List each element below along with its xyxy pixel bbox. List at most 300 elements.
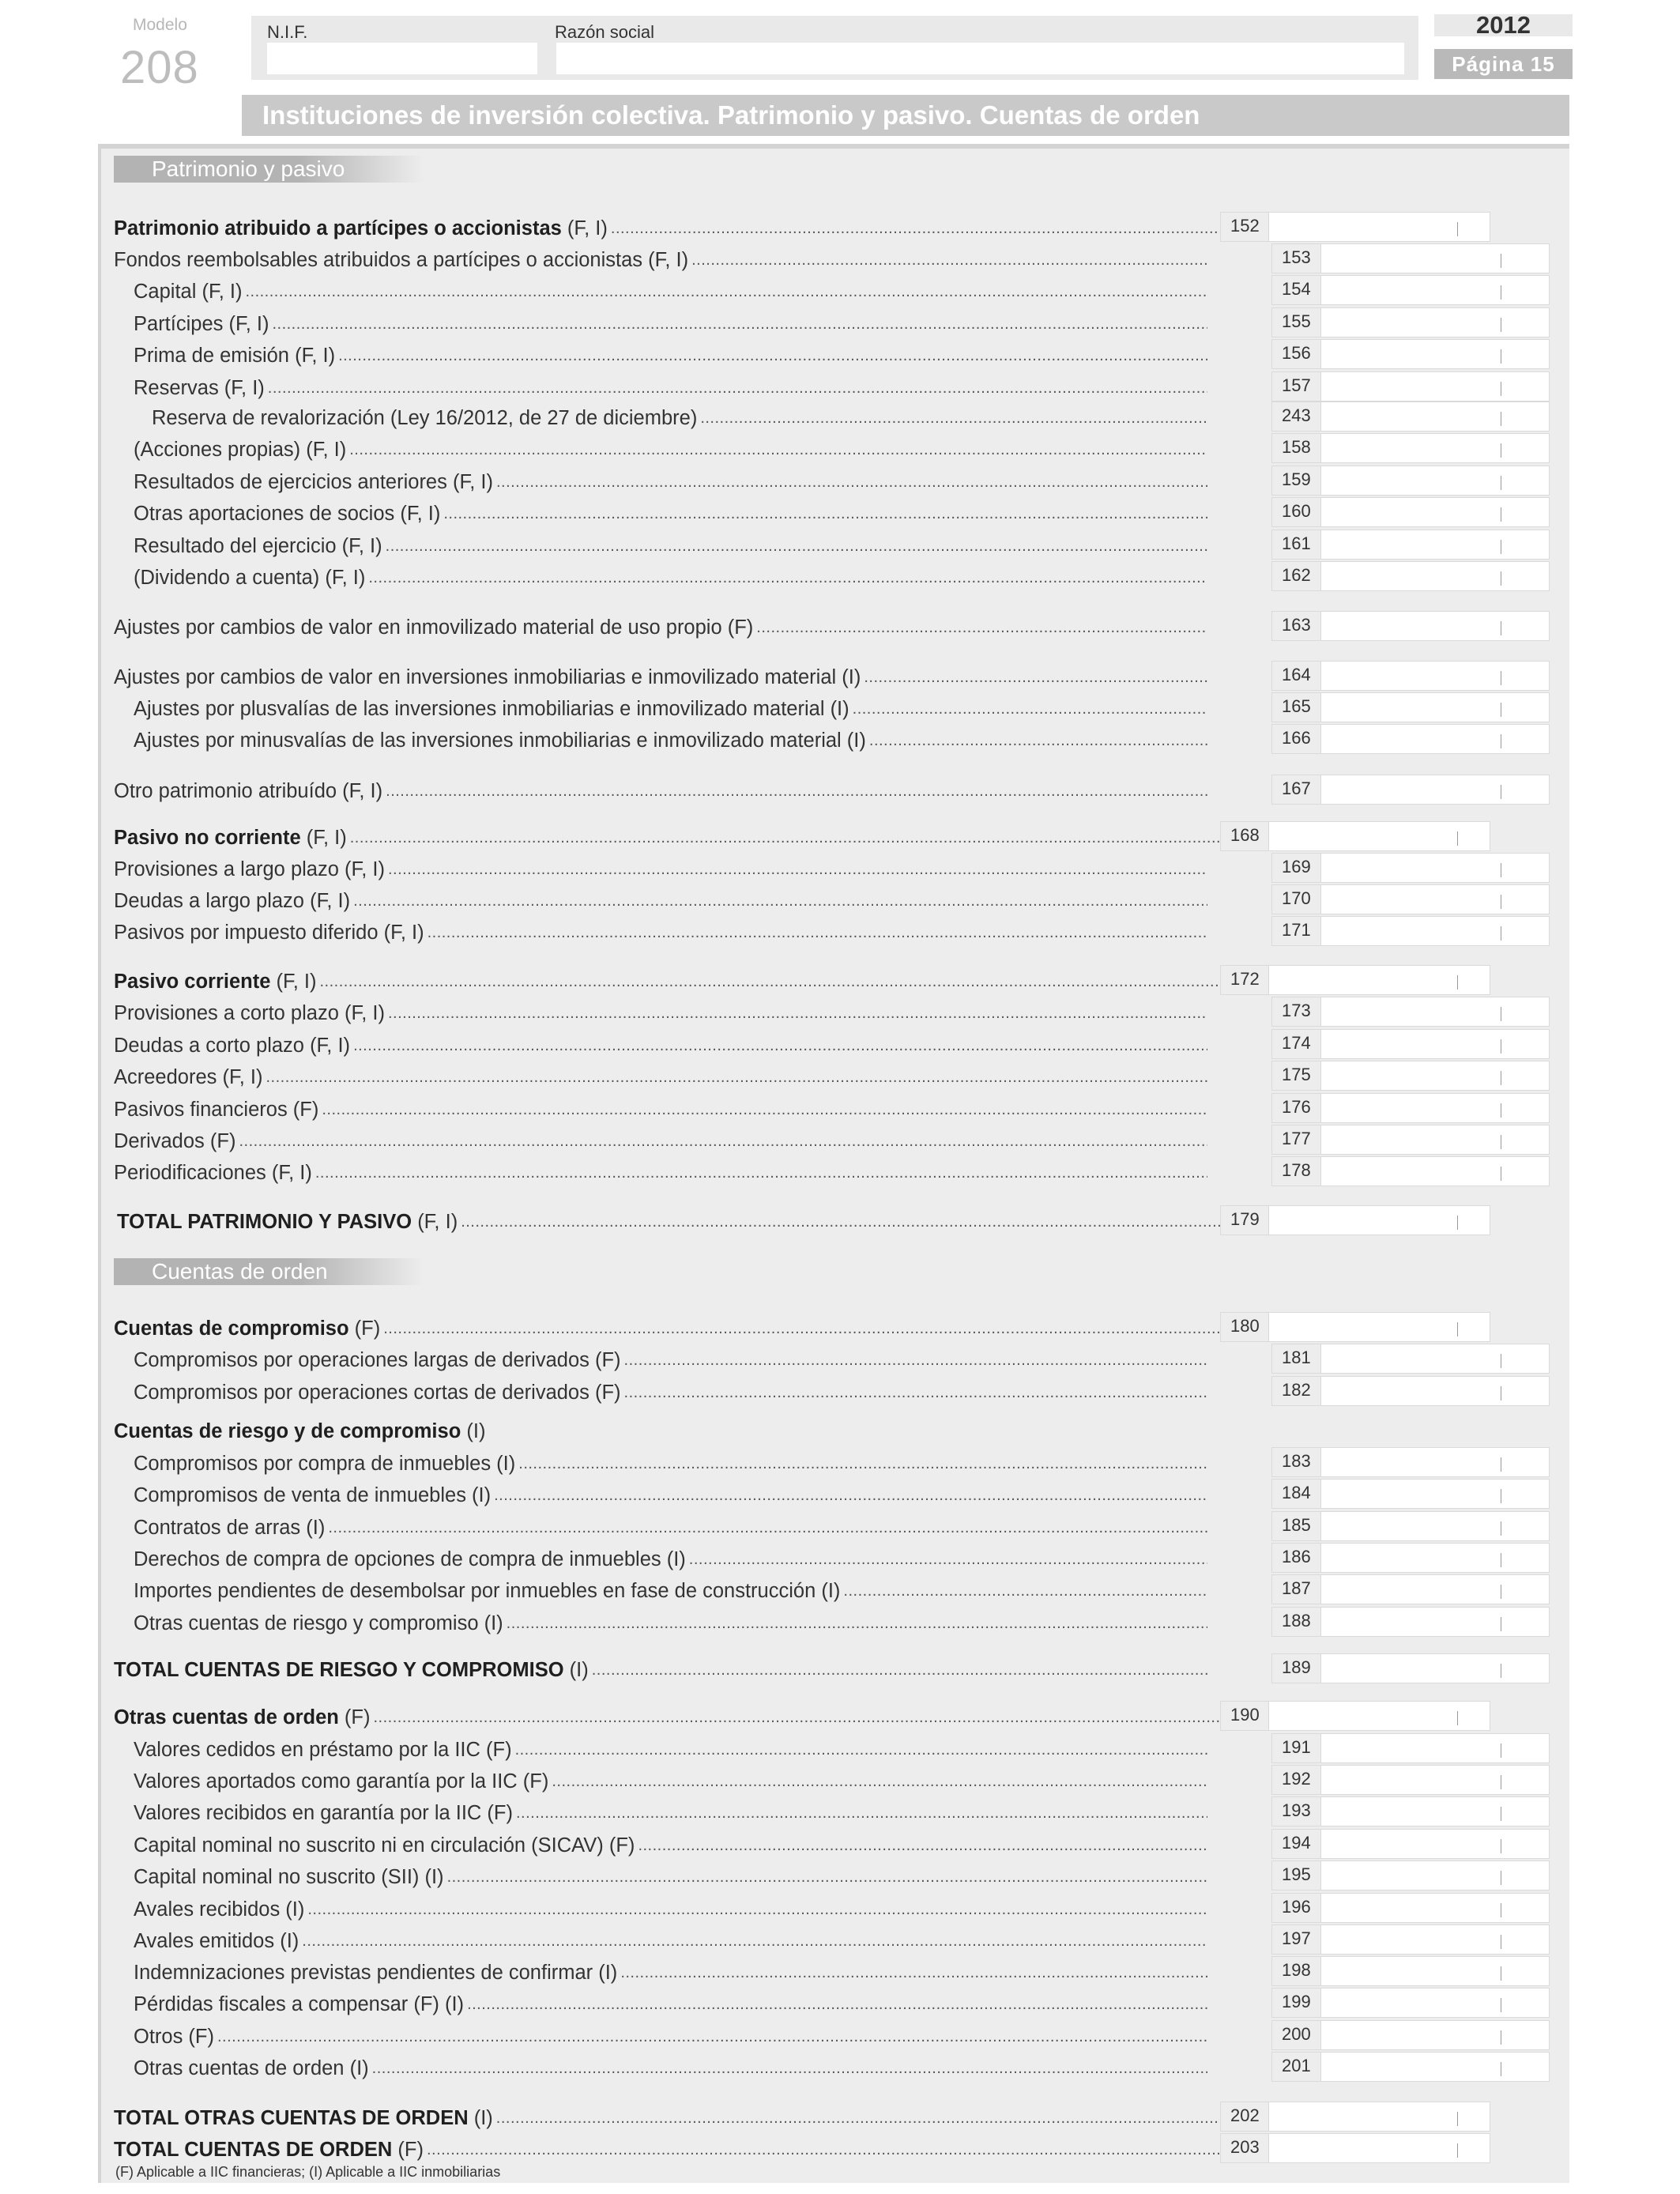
amount-input[interactable] [1269, 822, 1490, 850]
box-code: 153 [1272, 244, 1321, 273]
row-label-text: Pasivos por impuesto diferido (F, I) [114, 922, 424, 944]
row-label-text: Otras cuentas de riesgo y compromiso (I) [134, 1612, 503, 1634]
amount-input[interactable] [1321, 997, 1549, 1026]
row-label [114, 1547, 686, 1571]
row-label-text: (I) [468, 2107, 493, 2129]
form-row [114, 611, 1207, 639]
dot-leader [322, 1098, 1207, 1122]
row-label-text: Periodificaciones (F, I) [114, 1162, 312, 1184]
row-label-bold: Pasivo no corriente [114, 827, 301, 849]
box-code: 174 [1272, 1030, 1321, 1058]
amount-input[interactable] [1321, 854, 1549, 882]
amount-input[interactable] [1321, 562, 1549, 590]
amount-input[interactable] [1321, 1861, 1549, 1890]
amount-input[interactable] [1321, 434, 1549, 462]
razon-social-field[interactable] [556, 43, 1404, 74]
amount-box-177 [1271, 1125, 1550, 1155]
box-code: 189 [1272, 1654, 1321, 1683]
amount-box-194 [1271, 1829, 1550, 1859]
amount-box-172 [1220, 965, 1490, 995]
row-label-text: Ajustes por plusvalías de las inversiones inmobiliarias e inmovilizado material (I) [134, 698, 849, 720]
amount-input[interactable] [1321, 1830, 1549, 1858]
form-row [114, 243, 1207, 272]
row-label-text: Avales emitidos (I) [134, 1930, 299, 1952]
amount-box-187 [1271, 1574, 1550, 1604]
form-row [114, 2102, 1250, 2130]
dot-leader [307, 1898, 1207, 1921]
form-row [114, 1653, 1207, 1682]
dot-leader [518, 1452, 1207, 1476]
box-code: 202 [1221, 2102, 1269, 2131]
dot-leader [638, 1834, 1207, 1857]
amount-box-153 [1271, 243, 1550, 273]
amount-input[interactable] [1321, 466, 1549, 495]
amount-box-198 [1271, 1956, 1550, 1986]
amount-input[interactable] [1269, 213, 1490, 241]
amount-input[interactable] [1321, 1448, 1549, 1476]
row-label-text: Indemnizaciones previstas pendientes de confirmar (I) [134, 1962, 618, 1984]
row-label-text: (I) [461, 1420, 486, 1442]
box-code: 190 [1221, 1702, 1269, 1730]
box-code: 172 [1221, 966, 1269, 994]
amount-input[interactable] [1321, 2053, 1549, 2081]
dot-leader [353, 1034, 1207, 1057]
box-code: 173 [1272, 997, 1321, 1026]
amount-input[interactable] [1321, 1989, 1549, 2017]
form-row [114, 1607, 1207, 1635]
row-label-text: Resultado del ejercicio (F, I) [134, 535, 382, 557]
amount-input[interactable] [1269, 1313, 1490, 1341]
form-row [114, 916, 1207, 944]
amount-input[interactable] [1269, 2134, 1490, 2162]
form-row [114, 371, 1207, 400]
dot-leader [467, 1992, 1207, 2016]
row-label-text: Deudas a largo plazo (F, I) [114, 890, 351, 912]
row-label [114, 665, 861, 689]
amount-input[interactable] [1321, 1125, 1549, 1154]
amount-input[interactable] [1321, 244, 1549, 273]
form-row [114, 530, 1207, 558]
amount-box-159 [1271, 466, 1550, 496]
row-label-text: Pérdidas fiscales a compensar (F) (I) [134, 1993, 465, 2015]
form-row [114, 724, 1207, 752]
form-row [114, 884, 1207, 913]
amount-box-200 [1271, 2020, 1550, 2050]
box-code: 159 [1272, 466, 1321, 495]
form-row [114, 853, 1207, 881]
amount-box-160 [1271, 497, 1550, 527]
amount-box-202 [1220, 2102, 1490, 2132]
row-label [114, 1065, 262, 1089]
amount-input[interactable] [1321, 693, 1549, 722]
dot-leader [353, 889, 1207, 913]
row-label [114, 406, 697, 430]
row-label-text: (F, I) [412, 1211, 458, 1233]
amount-input[interactable] [1269, 966, 1490, 994]
row-label [114, 312, 269, 336]
row-label [114, 2056, 369, 2080]
row-label-text: Derivados (F) [114, 1130, 236, 1152]
dot-leader [268, 376, 1207, 400]
row-label [114, 729, 866, 752]
box-code: 160 [1272, 498, 1321, 526]
box-code: 195 [1272, 1861, 1321, 1890]
amount-input[interactable] [1321, 725, 1549, 753]
dot-leader [349, 438, 1207, 462]
amount-input[interactable] [1321, 1894, 1549, 1922]
dot-leader [315, 1161, 1207, 1185]
form-row [114, 1860, 1207, 1889]
amount-box-161 [1271, 530, 1550, 560]
amount-input[interactable] [1321, 276, 1549, 304]
row-label [114, 280, 242, 303]
dot-leader [869, 729, 1207, 752]
dot-leader [515, 1738, 1207, 1762]
amount-input[interactable] [1321, 1734, 1549, 1762]
row-label-text: (F) [392, 2139, 424, 2161]
row-label [114, 921, 424, 944]
row-label [114, 1516, 325, 1540]
dot-leader [496, 470, 1207, 494]
box-code: 169 [1272, 854, 1321, 882]
amount-box-156 [1271, 339, 1550, 369]
dot-leader [853, 697, 1207, 721]
amount-box-179 [1220, 1205, 1490, 1235]
amount-box-182 [1271, 1376, 1550, 1406]
amount-box-189 [1271, 1653, 1550, 1683]
nif-field[interactable] [267, 43, 537, 74]
footnote: (F) Aplicable a IIC financieras; (I) Aplicable a IIC inmobiliarias [115, 2164, 501, 2180]
box-code: 171 [1272, 917, 1321, 945]
row-label-text: Partícipes (F, I) [134, 313, 269, 335]
box-code: 243 [1272, 402, 1321, 431]
amount-input[interactable] [1321, 1094, 1549, 1122]
row-label-text: (F, I) [561, 217, 608, 239]
row-label [114, 1770, 548, 1793]
form-row [114, 1061, 1207, 1089]
amount-box-162 [1271, 561, 1550, 591]
row-label [114, 1034, 350, 1057]
amount-box-183 [1271, 1447, 1550, 1477]
box-code: 177 [1272, 1125, 1321, 1154]
box-code: 185 [1272, 1512, 1321, 1540]
amount-input[interactable] [1321, 2021, 1549, 2049]
box-code: 192 [1272, 1766, 1321, 1794]
dot-leader [620, 1961, 1207, 1985]
amount-box-184 [1271, 1479, 1550, 1509]
header-fields [251, 16, 1418, 80]
form-row [114, 1733, 1207, 1762]
row-label [114, 697, 849, 721]
form-row [114, 692, 1207, 721]
dot-leader [447, 1865, 1207, 1889]
form-row [114, 2133, 1250, 2162]
amount-input[interactable] [1321, 1654, 1549, 1683]
row-label-text: Valores cedidos en préstamo por la IIC (F) [134, 1739, 512, 1761]
modelo-number: 208 [120, 42, 199, 93]
dot-leader [496, 2106, 1250, 2130]
dot-leader [383, 1317, 1250, 1340]
row-label [114, 217, 608, 240]
row-label [114, 1001, 385, 1025]
box-code: 194 [1272, 1830, 1321, 1858]
row-label [114, 1834, 635, 1857]
box-code: 152 [1221, 213, 1269, 241]
form-row [114, 1029, 1207, 1057]
box-code: 181 [1272, 1344, 1321, 1373]
amount-input[interactable] [1321, 917, 1549, 945]
amount-box-158 [1271, 433, 1550, 463]
box-code: 155 [1272, 308, 1321, 337]
form-row [114, 1376, 1207, 1404]
dot-leader [691, 248, 1207, 272]
amount-box-165 [1271, 692, 1550, 722]
row-label [114, 970, 317, 993]
amount-input[interactable] [1321, 402, 1549, 431]
dot-leader [443, 502, 1207, 526]
amount-input[interactable] [1321, 1957, 1549, 1985]
row-label [114, 616, 753, 639]
dot-leader [386, 779, 1207, 803]
nif-label: N.I.F. [267, 22, 308, 42]
amount-input[interactable] [1321, 1766, 1549, 1794]
row-label-text: Capital nominal no suscrito ni en circulación (SICAV) (F) [134, 1834, 635, 1857]
dot-leader [864, 665, 1207, 689]
amount-box-163 [1271, 611, 1550, 641]
dot-leader [272, 312, 1207, 336]
amount-box-164 [1271, 661, 1550, 691]
form-row [114, 1447, 1207, 1476]
amount-input[interactable] [1321, 372, 1549, 401]
amount-input[interactable] [1321, 1344, 1549, 1373]
form-row [114, 1312, 1250, 1340]
form-row [114, 1344, 1207, 1372]
row-label-text: Compromisos de venta de inmuebles (I) [134, 1484, 492, 1506]
row-label-text: Capital (F, I) [134, 281, 243, 303]
amount-input[interactable] [1321, 1061, 1549, 1090]
page-title: Instituciones de inversión colectiva. Patrimonio y pasivo. Cuentas de orden [242, 95, 1569, 136]
amount-box-167 [1271, 775, 1550, 805]
razon-social-label: Razón social [555, 22, 654, 42]
row-label [114, 438, 346, 462]
dot-leader [624, 1348, 1207, 1372]
row-label-text: Provisiones a largo plazo (F, I) [114, 858, 385, 880]
amount-box-166 [1271, 724, 1550, 754]
dot-leader [592, 1658, 1207, 1682]
dot-leader [350, 826, 1250, 850]
amount-input[interactable] [1269, 1702, 1490, 1730]
row-label-text: Deudas a corto plazo (F, I) [114, 1035, 351, 1057]
amount-box-180 [1220, 1312, 1490, 1342]
row-label [114, 889, 350, 913]
row-label-text: Contratos de arras (I) [134, 1517, 326, 1539]
box-code: 182 [1272, 1377, 1321, 1405]
row-label [114, 858, 385, 881]
amount-box-152 [1220, 212, 1490, 242]
form-row [114, 821, 1250, 850]
row-label-bold: TOTAL CUENTAS DE RIESGO Y COMPROMISO [114, 1659, 564, 1681]
row-label [114, 779, 382, 803]
box-code: 180 [1221, 1313, 1269, 1341]
row-label-text: Acreedores (F, I) [114, 1066, 263, 1088]
row-label-text: Valores recibidos en garantía por la IIC (F) [134, 1802, 513, 1824]
row-label-text: (I) [563, 1659, 589, 1681]
form-row [114, 1956, 1207, 1985]
amount-input[interactable] [1321, 612, 1549, 640]
form-row [114, 1543, 1207, 1571]
form-row [114, 1701, 1250, 1729]
amount-input[interactable] [1321, 1797, 1549, 1826]
row-label [114, 566, 365, 590]
row-label-text: Importes pendientes de desembolsar por inmuebles en fase de construcción (I) [134, 1580, 841, 1602]
dot-leader [507, 1612, 1207, 1635]
row-label [114, 248, 688, 272]
box-code: 175 [1272, 1061, 1321, 1090]
year: 2012 [1434, 14, 1573, 36]
amount-input[interactable] [1321, 1480, 1549, 1508]
form-row [114, 2052, 1207, 2080]
amount-box-203 [1220, 2133, 1490, 2163]
form-row [114, 1156, 1207, 1185]
box-code: 201 [1272, 2053, 1321, 2081]
box-code: 164 [1272, 662, 1321, 690]
dot-leader [843, 1579, 1207, 1603]
row-label-text: Otras cuentas de orden (I) [134, 2057, 369, 2079]
form-row [114, 1511, 1207, 1540]
row-label-text: Ajustes por cambios de valor en inmovilizado material de uso propio (F) [114, 616, 754, 639]
amount-input[interactable] [1321, 885, 1549, 914]
row-label-text: (F, I) [270, 971, 317, 993]
row-label-text: Prima de emisión (F, I) [134, 345, 336, 367]
row-label-text: Fondos reembolsables atribuidos a partícipes o accionistas (F, I) [114, 249, 689, 271]
row-label [114, 2025, 214, 2049]
box-code: 188 [1272, 1608, 1321, 1636]
amount-box-174 [1271, 1029, 1550, 1059]
box-code: 196 [1272, 1894, 1321, 1922]
box-code: 176 [1272, 1094, 1321, 1122]
dot-leader [266, 1065, 1207, 1089]
form-row [114, 212, 1250, 240]
row-label [114, 826, 347, 850]
dot-leader [428, 921, 1207, 944]
row-label [114, 1098, 318, 1122]
amount-input[interactable] [1321, 662, 1549, 690]
dot-leader [386, 534, 1207, 558]
amount-input[interactable] [1269, 2102, 1490, 2131]
row-label-text: Capital nominal no suscrito (SII) (I) [134, 1866, 444, 1888]
box-code: 199 [1272, 1989, 1321, 2017]
row-label-text: Otros (F) [134, 2026, 214, 2048]
box-code: 168 [1221, 822, 1269, 850]
row-label [114, 1381, 621, 1404]
form-row [114, 561, 1207, 590]
box-code: 161 [1272, 530, 1321, 559]
amount-box-192 [1271, 1765, 1550, 1795]
amount-input[interactable] [1321, 308, 1549, 337]
row-label-bold: Pasivo corriente [114, 971, 271, 993]
dot-leader [328, 1516, 1207, 1540]
amount-input[interactable] [1269, 1206, 1490, 1235]
amount-input[interactable] [1321, 1608, 1549, 1636]
box-code: 167 [1272, 775, 1321, 804]
row-label [114, 1865, 444, 1889]
amount-input[interactable] [1321, 775, 1549, 804]
row-label-text: (F) [348, 1318, 381, 1340]
amount-input[interactable] [1321, 1575, 1549, 1604]
amount-input[interactable] [1321, 498, 1549, 526]
row-label-text: Derechos de compra de opciones de compra de inmuebles (I) [134, 1548, 686, 1570]
amount-input[interactable] [1321, 1377, 1549, 1405]
amount-box-188 [1271, 1607, 1550, 1637]
amount-box-175 [1271, 1061, 1550, 1091]
row-label-text: Reserva de revalorización (Ley 16/2012, de 27 de diciembre) [152, 407, 698, 429]
box-code: 179 [1221, 1206, 1269, 1235]
section-patrimonio: Patrimonio y pasivo [114, 156, 424, 183]
amount-box-201 [1271, 2052, 1550, 2082]
row-label [114, 1992, 464, 2016]
amount-input[interactable] [1321, 530, 1549, 559]
row-label [114, 1452, 515, 1476]
amount-input[interactable] [1321, 1512, 1549, 1540]
box-code: 166 [1272, 725, 1321, 753]
box-code: 203 [1221, 2134, 1269, 2162]
box-code: 191 [1272, 1734, 1321, 1762]
amount-input[interactable] [1321, 1157, 1549, 1186]
box-code: 183 [1272, 1448, 1321, 1476]
row-label [114, 502, 440, 526]
row-label [114, 1129, 235, 1153]
amount-input[interactable] [1321, 1544, 1549, 1572]
amount-box-170 [1271, 884, 1550, 914]
amount-box-154 [1271, 275, 1550, 305]
amount-box-186 [1271, 1543, 1550, 1573]
form-row [114, 2020, 1207, 2049]
dot-leader [302, 1929, 1207, 1953]
row-label [114, 2106, 493, 2130]
dot-leader [611, 217, 1250, 240]
row-label [114, 344, 335, 368]
amount-box-168 [1220, 821, 1490, 851]
dot-leader [756, 616, 1207, 639]
row-label [114, 1612, 503, 1635]
row-label [114, 1483, 491, 1507]
row-label-text: Pasivos financieros (F) [114, 1099, 319, 1121]
dot-leader [217, 2025, 1207, 2049]
amount-input[interactable] [1321, 340, 1549, 368]
form-row [114, 401, 1207, 430]
form-row [114, 1415, 1207, 1443]
row-label [114, 1738, 512, 1762]
form-row [114, 1829, 1207, 1857]
box-code: 187 [1272, 1575, 1321, 1604]
form-row [114, 1988, 1207, 2016]
box-code: 157 [1272, 372, 1321, 401]
row-label [114, 1929, 299, 1953]
row-label [114, 1161, 312, 1185]
box-code: 170 [1272, 885, 1321, 914]
form-row [114, 1765, 1207, 1793]
dot-leader [516, 1801, 1207, 1825]
dot-leader [374, 1706, 1251, 1729]
box-code: 193 [1272, 1797, 1321, 1826]
amount-input[interactable] [1321, 1925, 1549, 1954]
form-row [114, 1924, 1207, 1953]
dot-leader [624, 1381, 1207, 1404]
dot-leader [689, 1547, 1207, 1571]
amount-input[interactable] [1321, 1030, 1549, 1058]
dot-leader [245, 280, 1207, 303]
dot-leader [372, 2056, 1207, 2080]
